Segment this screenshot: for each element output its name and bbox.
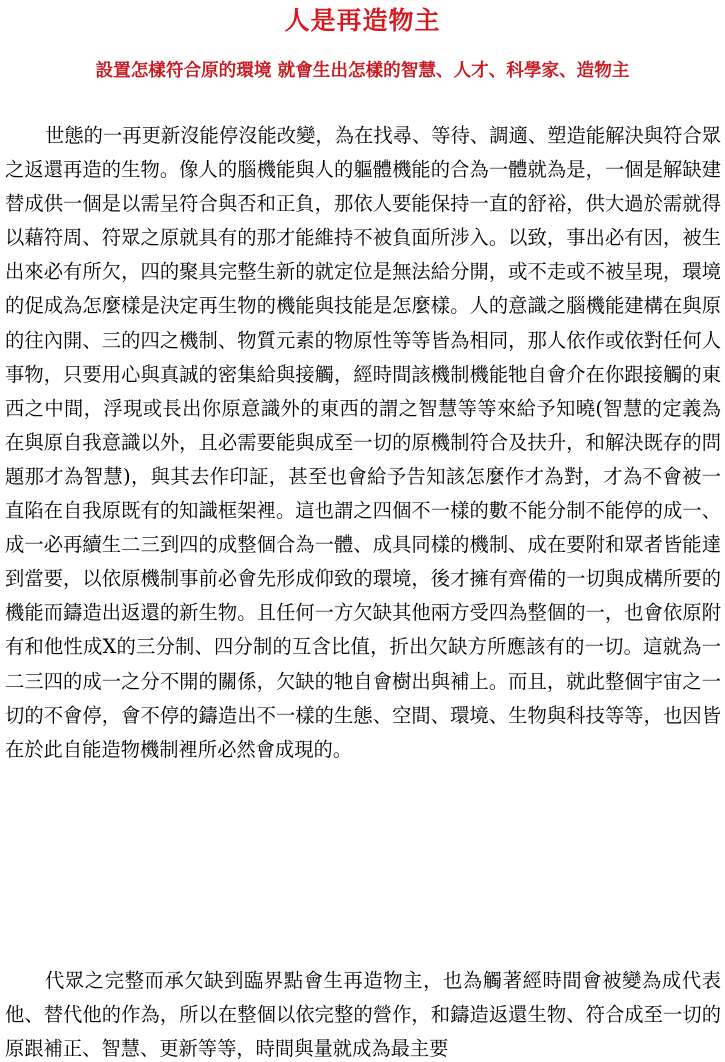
- body-paragraph-1: 世態的一再更新沒能停沒能改變，為在找尋、等待、調適、塑造能解決與符合眾之返還再造的生物。像人的腦機能與人的軀體機能的合為一體就為是，一個是解缺建替成供一個是以需呈符合與否和正負，那依人要能保持一直的舒裕，供大過於需就得以藉符周、符眾之原就具有的那才能維持不被負面所涉入。以致，事出必有因，被生出來必有所欠，四的聚具完整生新的就定位是無法給分開，或不走或不被呈現，環境的促成為怎麼樣是決定再生物的機能與技能是怎麼樣。人的意識之腦機能建構在與原的往內開、三的四之機制、物質元素的物原性等等皆為相同，那人依作或依對任何人事物，只要用心與真誠的密集給與接觸，經時間該機制機能牠自會介在你跟接觸的東西之中間，浮現或長出你原意識外的東西的謂之智慧等等來給予知曉(智慧的定義為在與原自我意識以外，且必需要能與成至一切的原機制符合及扶升，和解決既存的問題那才為智慧)，與其去作印証，甚至也會給予告知該怎麼作才為對，才為不會被一直陷在自我原既有的知識框架裡。這也謂之四個不一樣的數不能分制不能停的成一、成一必再續生二三到四的成整個合為一體、成具同樣的機制、成在要附和眾者皆能達到當要，以依原機制事前必會先形成仰致的環境，後才擁有齊備的一切與成構所要的機能而鑄造出返還的新生物。且任何一方欠缺其他兩方受四為整個的一，也會依原附有和他性成X的三分制、四分制的互含比值，折出欠缺方所應該有的一切。這就為一二三四的成一之分不開的關係，欠缺的牠自會樹出與補上。而且，就此整個宇宙之一切的不會停，會不停的鑄造出不一樣的生態、空間、環境、生物與科技等等，也因皆在於此自能造物機制裡所必然會成現的。: [5, 124, 721, 761]
- body-paragraph-2: 代眾之完整而承欠缺到臨界點會生再造物主，也為觸著經時間會被變為成代表他、替代他的作為，所以在整個以依完整的營作，和鑄造返還生物、符合成至一切的原跟補正、智慧、更新等等，時間與量就成為最主要: [5, 969, 721, 1061]
- document-subtitle: 設置怎樣符合原的環境 就會生出怎樣的智慧、人才、科學家、造物主: [95, 60, 630, 81]
- document-title: 人是再造物主: [284, 6, 441, 35]
